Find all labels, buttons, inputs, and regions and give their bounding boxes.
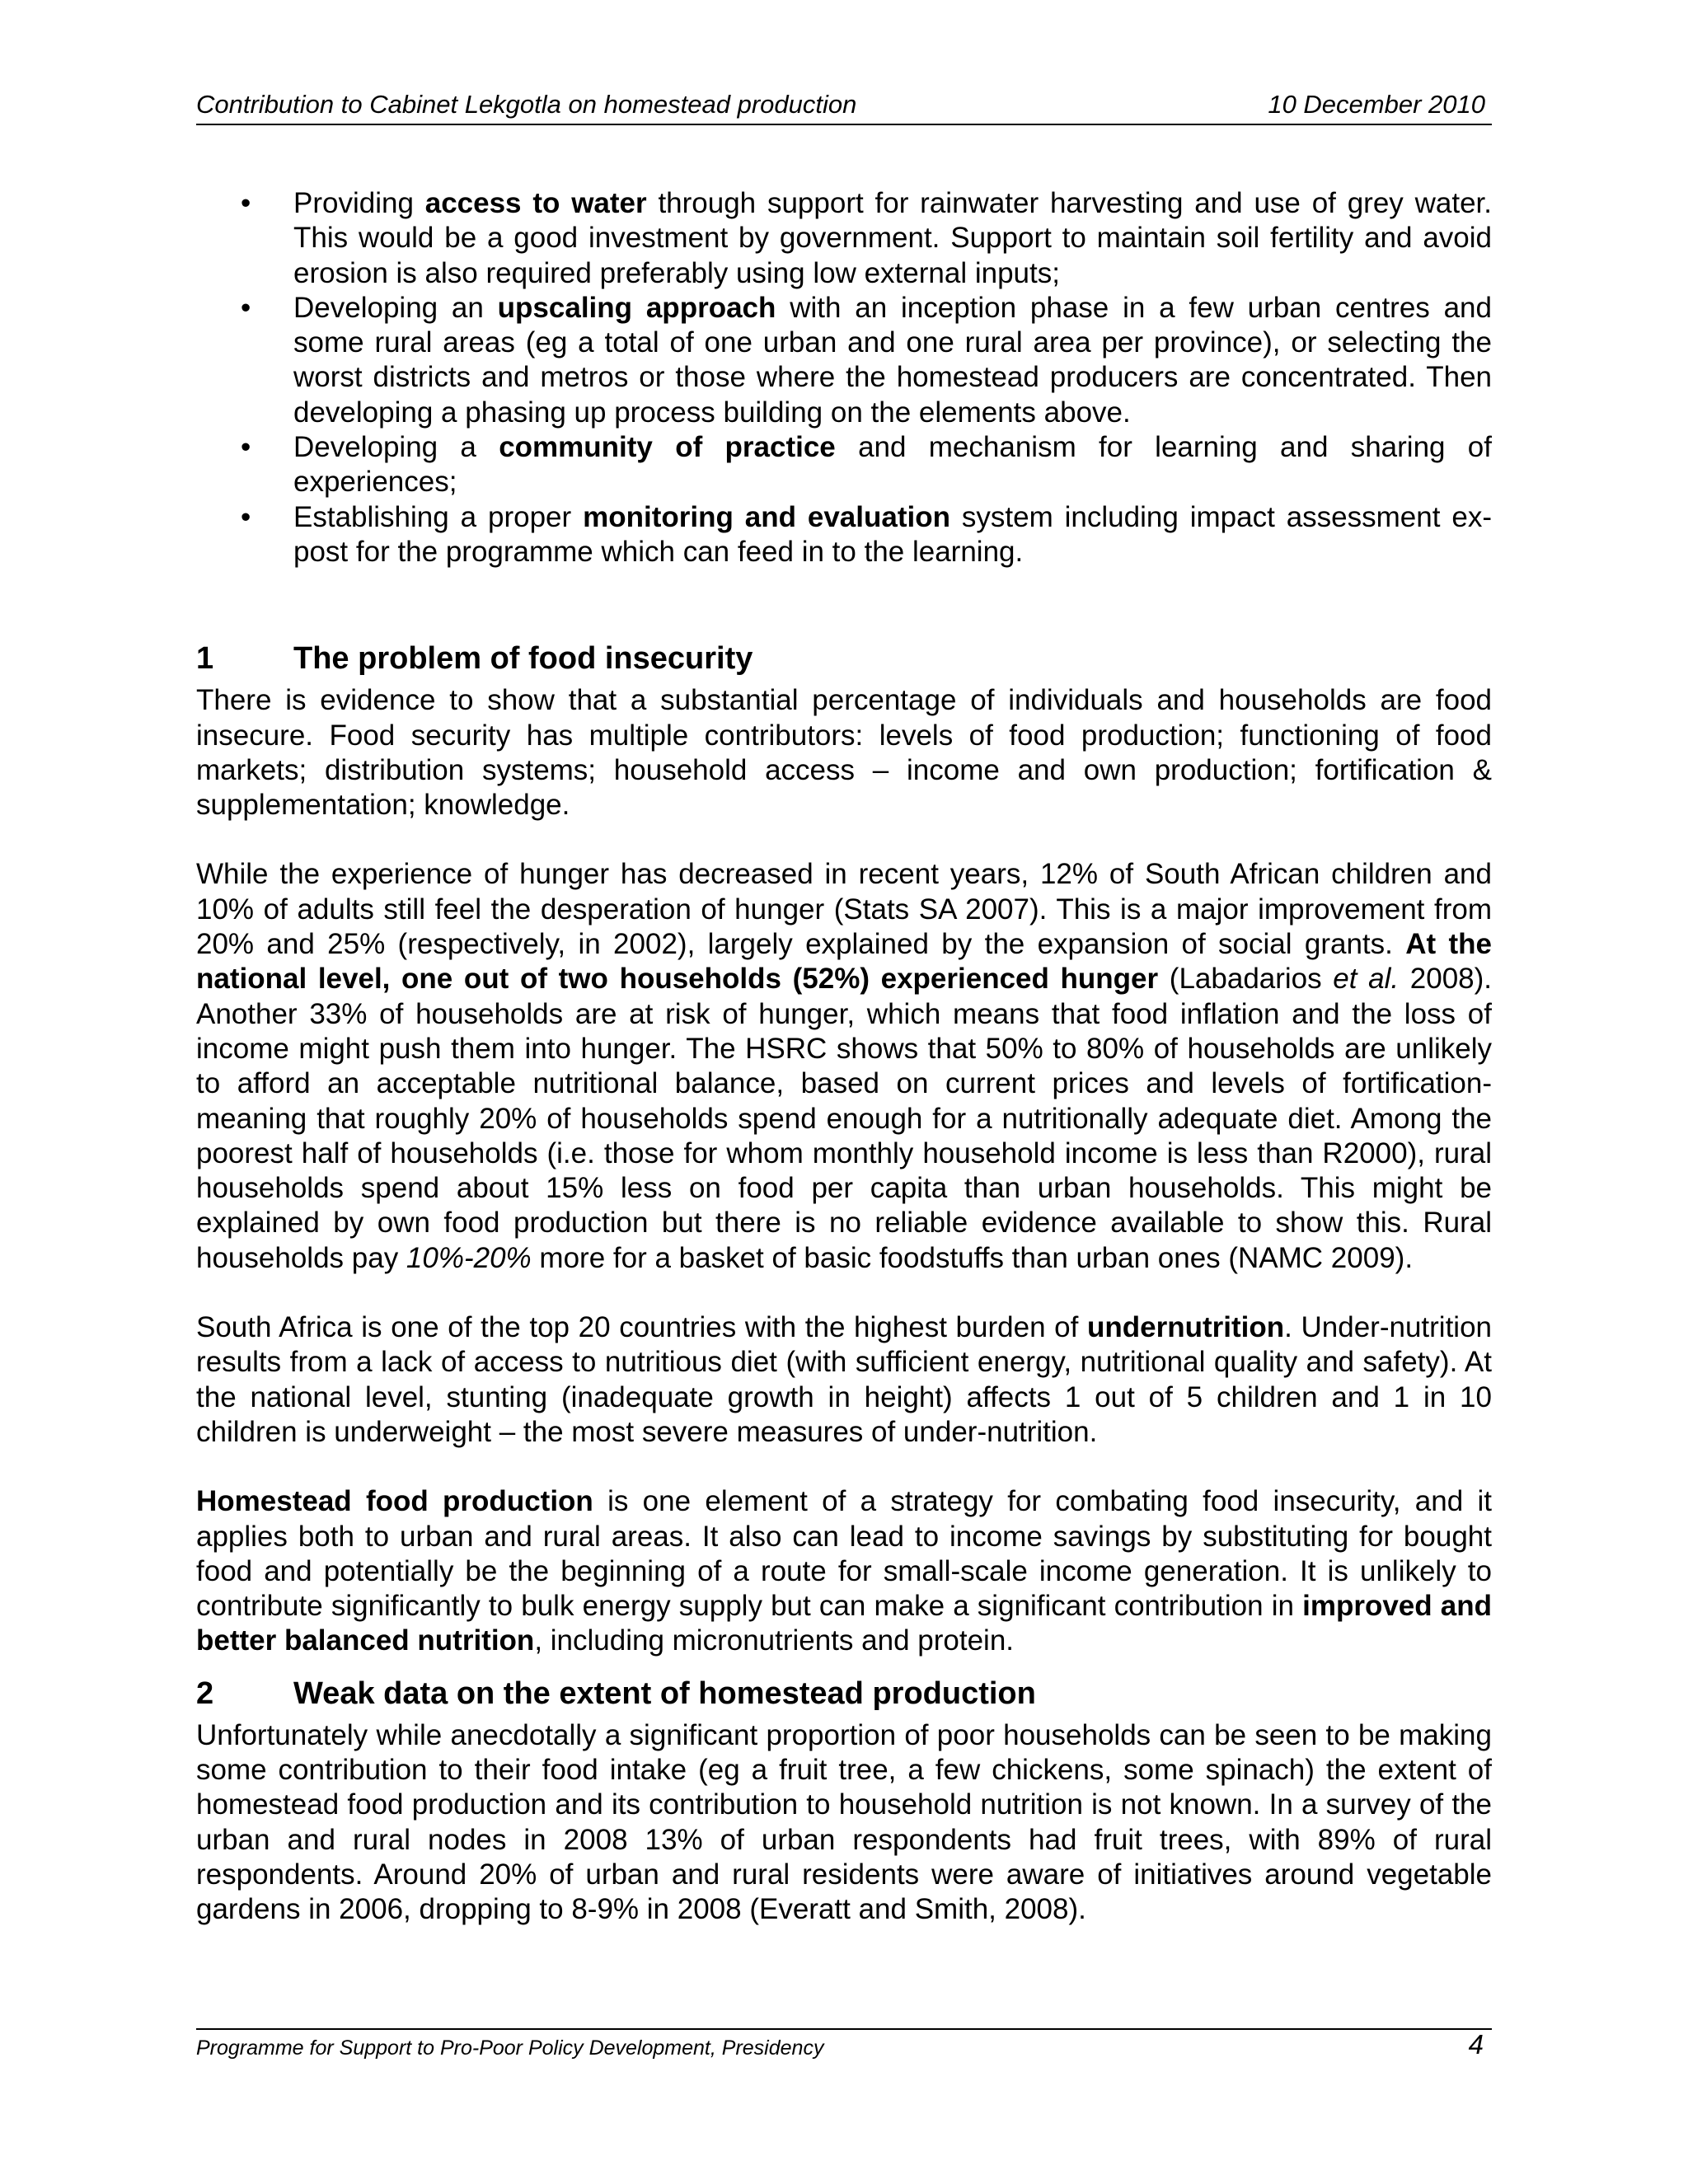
section-title: Weak data on the extent of homestead production — [293, 1675, 1036, 1711]
list-item: • Developing a community of practice and mechanism for learning and sharing of experiences; — [241, 431, 1492, 499]
italic-text: 10%-20% — [406, 1241, 532, 1274]
paragraph: There is evidence to show that a substantial percentage of individuals and households are food insecure. Food security has multiple contributors: levels of food production; functioning of food markets; distribution systems; household access – income and own production; fortification & supplementation; knowledge. — [196, 684, 1492, 822]
emphasis: community of practice — [499, 431, 836, 464]
emphasis: access to water — [424, 187, 647, 219]
page-header — [196, 86, 1492, 125]
emphasis: upscaling approach — [497, 291, 776, 324]
document-body — [196, 186, 1492, 1961]
header-date: 10 December 2010 — [1268, 90, 1485, 119]
recommendation-list — [196, 186, 1492, 569]
list-item: • Providing access to water through support for rainwater harvesting and use of grey water. This would be a good investment by government. Support to maintain soil fertility and avoid erosion is also required preferably using low external inputs; — [241, 187, 1492, 289]
emphasis: undernutrition — [1087, 1311, 1285, 1344]
italic-text: et al. — [1333, 963, 1400, 996]
paragraph: South Africa is one of the top 20 countries with the highest burden of undernutrition. Under-nutrition results from a lack of access to nutritious diet (with sufficient energy, nutritional quality and safety). At the national level, stunting (inadequate growth in height) affects 1 out of 5 children and 1 in 10 children is underweight – the most severe measures of under-nutrition. — [196, 1311, 1493, 1448]
emphasis: At the national level, one out of two households (52%) experienced hunger — [196, 928, 1493, 996]
bullet-icon: • — [241, 500, 251, 533]
emphasis: Homestead food production — [196, 1485, 593, 1518]
emphasis: improved and better balanced nutrition — [196, 1590, 1492, 1657]
bullet-icon: • — [241, 187, 251, 219]
section-heading-1 — [196, 640, 1492, 677]
bullet-icon: • — [241, 431, 251, 464]
document-page — [196, 0, 1492, 2184]
header-title: Contribution to Cabinet Lekgotla on homestead production — [196, 90, 857, 119]
list-item: • Establishing a proper monitoring and evaluation system including impact assessment ex-post for the programme which can feed in to the learning. — [241, 500, 1492, 568]
paragraph: Homestead food production is one element of a strategy for combating food insecurity, and it applies both to urban and rural areas. It also can lead to income savings by substituting for bought food and potentially be the beginning of a route for small-scale income generation. It is unlikely to contribute significantly to bulk energy supply but can make a significant contribution in improved and better balanced nutrition, including micronutrients and protein. — [196, 1485, 1492, 1657]
paragraph: Unfortunately while anecdotally a significant proportion of poor households can be seen to be making some contribution to their food intake (eg a fruit tree, a few chickens, some spinach) the extent of homestead food production and its contribution to household nutrition is not known. In a survey of the urban and rural nodes in 2008 13% of urban respondents had fruit trees, with 89% of rural respondents. Around 20% of urban and rural residents were aware of initiatives around vegetable gardens in 2006, dropping to 8-9% in 2008 (Everatt and Smith, 2008). — [196, 1718, 1492, 1926]
section-heading-2 — [196, 1675, 1492, 1712]
page-number: 4 — [1468, 2029, 1484, 2060]
footer-text: Programme for Support to Pro-Poor Policy Development, Presidency — [196, 2036, 824, 2060]
list-item: • Developing an upscaling approach with an inception phase in a few urban centres and some rural areas (eg a total of one urban and one rural area per province), or selecting the worst districts and metros or those where the homestead producers are concentrated. Then developing a phasing up process building on the elements above. — [241, 291, 1492, 429]
section-number: 2 — [196, 1675, 214, 1711]
section-title: The problem of food insecurity — [293, 641, 753, 677]
section-number: 1 — [196, 641, 214, 677]
emphasis: monitoring and evaluation — [583, 500, 950, 533]
page-footer — [196, 2028, 1492, 2060]
bullet-icon: • — [241, 291, 251, 324]
paragraph: While the experience of hunger has decreased in recent years, 12% of South African children and 10% of adults still feel the desperation of hunger (Stats SA 2007). This is a major improvement from 20% and 25% (respectively, in 2002), largely explained by the expansion of social grants. At the national level, one out of two households (52%) experienced hunger (Labadarios et al. 2008). Another 33% of households are at risk of hunger, which means that food inflation and the loss of income might push them into hunger. The HSRC shows that 50% to 80% of households are unlikely to afford an acceptable nutritional balance, based on current prices and levels of fortification- meaning that roughly 20% of households spend enough for a nutritionally adequate diet. Among the poorest half of households (i.e. those for whom monthly household income is less than R2000), rural households spend about 15% less on food per capita than urban households. This might be explained by own food production but there is no reliable evidence available to show this. Rural households pay 10%-20% more for a basket of basic foodstuffs than urban ones (NAMC 2009). — [196, 858, 1493, 1274]
